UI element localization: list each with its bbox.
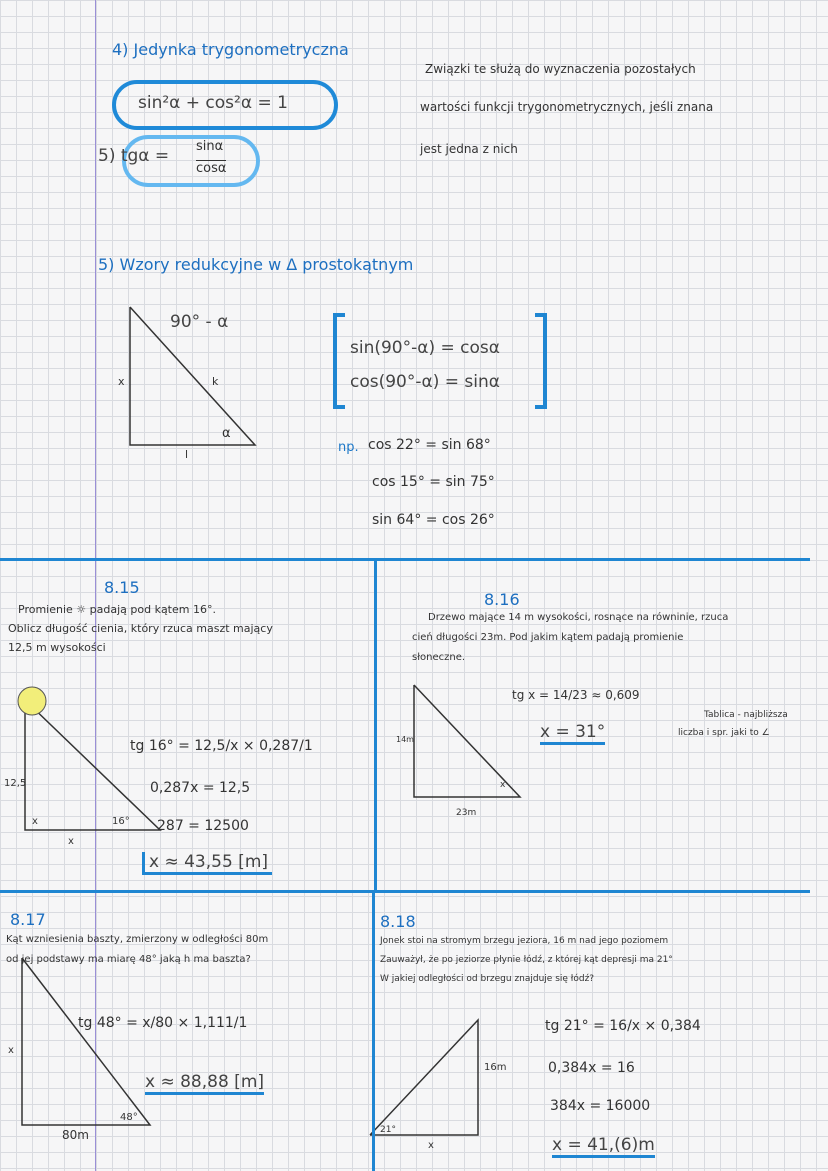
solution-step: tg x = 14/23 ≈ 0,609 (512, 688, 640, 702)
side-label: 80m (62, 1128, 89, 1142)
angle-label: 21° (380, 1125, 396, 1135)
side-label: 14m (396, 735, 414, 744)
divider (372, 892, 375, 1171)
note-line: jest jedna z nich (420, 142, 518, 156)
tg-denominator: cosα (196, 161, 227, 176)
divider (374, 560, 377, 890)
solution-step: 384x = 16000 (550, 1098, 651, 1114)
angle-label: 90° - α (170, 312, 229, 332)
side-label: x (118, 375, 125, 388)
solution-step: 0,384x = 16 (548, 1060, 635, 1076)
tg-numerator: sinα (196, 139, 224, 154)
section5-title: 5) Wzory redukcyjne w Δ prostokątnym (98, 255, 414, 274)
exercise-text: Zauważył, że po jeziorze płynie łódź, z której kąt depresji ma 21° (380, 955, 673, 965)
side-label: x (68, 836, 74, 847)
exercise-text: cień długości 23m. Pod jakim kątem padają promienie (412, 632, 684, 643)
trig-identity: sin²α + cos²α = 1 (138, 93, 288, 113)
answer: x = 41,(6)m (552, 1135, 655, 1158)
angle-label: α (222, 426, 231, 441)
answer: x ≈ 88,88 [m] (145, 1072, 264, 1095)
side-label: l (185, 448, 189, 461)
angle-label: x (32, 816, 38, 827)
exercise-number: 8.16 (484, 590, 520, 609)
note-line: wartości funkcji trygonometrycznych, jeśli znana (420, 100, 714, 114)
solution-step: 287 = 12500 (157, 818, 249, 834)
exercise-text: W jakiej odległości od brzegu znajduje się łódź? (380, 974, 595, 984)
exercise-text: Drzewo mające 14 m wysokości, rosnące na równinie, rzuca (428, 612, 729, 623)
solution-step: 0,287x = 12,5 (150, 780, 251, 796)
exercise-text: 12,5 m wysokości (8, 641, 106, 654)
exercise-text: Promienie ☼ padają pod kątem 16°. (18, 603, 216, 616)
example: sin 64° = cos 26° (372, 512, 495, 528)
divider (0, 558, 810, 561)
divider (0, 890, 810, 893)
side-label: 23m (456, 808, 477, 818)
side-label: x (8, 1045, 14, 1056)
exercise-text: Oblicz długość cienia, który rzuca maszt mający (8, 622, 273, 635)
solution-step: tg 21° = 16/x ⨯ 0,384 (545, 1018, 701, 1034)
example-label: np. (338, 440, 359, 455)
reduction-formula: sin(90°-α) = cosα (350, 338, 500, 358)
angle-label: 16° (112, 816, 130, 827)
side-label: 12,5 (4, 778, 27, 789)
exercise-text: od jej podstawy ma miarę 48° jaką h ma baszta? (6, 954, 251, 965)
exercise-number: 8.17 (10, 910, 46, 929)
section4-title: 4) Jedynka trygonometryczna (112, 40, 349, 59)
example: cos 15° = sin 75° (372, 474, 495, 490)
side-label: x (428, 1140, 434, 1151)
side-label: 16m (484, 1062, 507, 1073)
answer: x = 31° (540, 722, 605, 745)
tg-label: 5) tgα = (98, 146, 170, 166)
exercise-text: Kąt wzniesienia baszty, zmierzony w odległości 80m (6, 934, 269, 945)
solution-step: tg 16° = 12,5/x ⨯ 0,287/1 (130, 738, 313, 754)
exercise-number: 8.18 (380, 912, 416, 931)
reduction-formula: cos(90°-α) = sinα (350, 372, 500, 392)
exercise-text: Jonek stoi na stromym brzegu jeziora, 16 m nad jego poziomem (380, 936, 669, 946)
note-line: Związki te służą do wyznaczenia pozostałych (425, 62, 696, 76)
answer: x ≈ 43,55 [m] (142, 852, 272, 875)
exercise-text: słoneczne. (412, 652, 466, 663)
note-line: liczba i spr. jaki to ∠ (678, 728, 770, 738)
angle-label: x (500, 780, 506, 790)
example: cos 22° = sin 68° (368, 437, 491, 453)
note-line: Tablica - najbliższa (704, 710, 788, 720)
exercise-number: 8.15 (104, 578, 140, 597)
solution-step: tg 48° = x/80 ⨯ 1,111/1 (78, 1015, 248, 1031)
angle-label: 48° (120, 1112, 138, 1123)
side-label: k (212, 375, 219, 388)
